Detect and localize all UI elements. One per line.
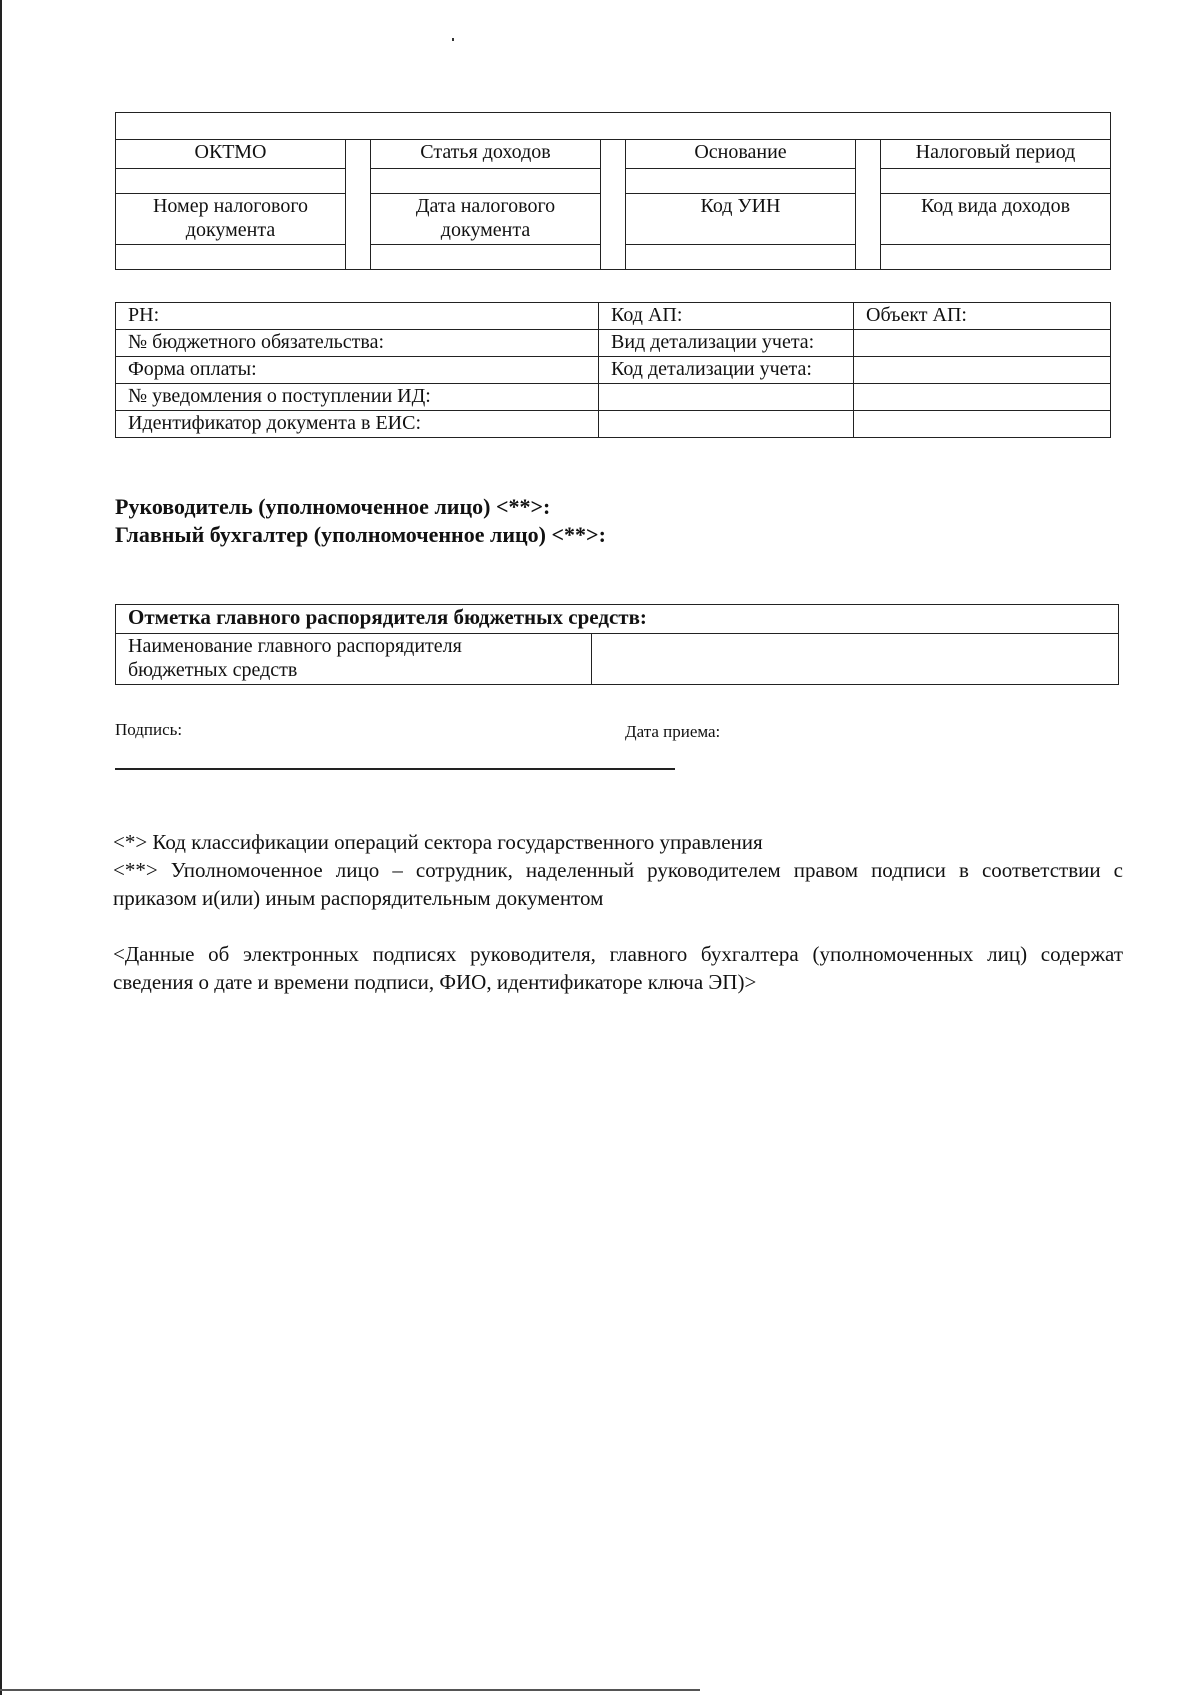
chief-accountant-signatory: Главный бухгалтер (уполномоченное лицо) <**>: bbox=[115, 522, 606, 547]
footnote-3: <Данные об электронных подписях руководителя, главного бухгалтера (уполномоченных лиц) содержат сведения о дате и времени подписи, ФИО, идентификаторе ключа ЭП)> bbox=[113, 942, 1123, 994]
scan-speck bbox=[452, 38, 454, 41]
footnote-1: <*> Код классификации операций сектора государственного управления bbox=[113, 830, 763, 854]
column-gap bbox=[601, 140, 626, 270]
manager-mark-title: Отметка главного распорядителя бюджетных средств: bbox=[116, 605, 1119, 634]
value-oktmo bbox=[116, 169, 346, 194]
value-uin-code bbox=[626, 245, 856, 270]
empty-cell bbox=[854, 384, 1111, 411]
manager-name-line2: бюджетных средств bbox=[128, 659, 298, 681]
header-income-type-code: Код вида доходов bbox=[881, 194, 1111, 245]
header-income-article: Статья доходов bbox=[371, 140, 601, 169]
page-edge-bottom bbox=[0, 1689, 700, 1691]
kod-ap-label: Код АП: bbox=[599, 303, 854, 330]
spacer bbox=[113, 912, 1123, 940]
column-gap bbox=[346, 140, 371, 270]
empty-cell bbox=[599, 384, 854, 411]
notice-number-label: № уведомления о поступлении ИД: bbox=[116, 384, 599, 411]
manager-mark-table bbox=[115, 604, 1119, 685]
value-income-type-code bbox=[881, 245, 1111, 270]
kod-detail-label: Код детализации учета: bbox=[599, 357, 854, 384]
acceptance-date-label: Дата приема: bbox=[625, 722, 721, 741]
header-basis: Основание bbox=[626, 140, 856, 169]
budget-obligation-label: № бюджетного обязательства: bbox=[116, 330, 599, 357]
empty-cell bbox=[599, 411, 854, 438]
head-signatory: Руководитель (уполномоченное лицо) <**>: bbox=[115, 494, 551, 519]
details-table bbox=[115, 302, 1111, 438]
footnotes bbox=[113, 828, 1123, 996]
value-tax-doc-number bbox=[116, 245, 346, 270]
header-tax-doc-number: Номер налогового документа bbox=[116, 194, 346, 245]
signature-label: Подпись: bbox=[115, 720, 183, 739]
page-edge bbox=[0, 0, 2, 1695]
signature-line bbox=[115, 768, 675, 770]
table-top-row bbox=[116, 113, 1111, 140]
manager-name-label bbox=[116, 634, 592, 685]
value-tax-period bbox=[881, 169, 1111, 194]
rn-label: РН: bbox=[116, 303, 599, 330]
value-basis bbox=[626, 169, 856, 194]
value-income-article bbox=[371, 169, 601, 194]
manager-name-line1: Наименование главного распорядителя bbox=[128, 635, 462, 657]
footnote-2: <**> Уполномоченное лицо – сотрудник, наделенный руководителем правом подписи в соответствии с приказом и(или) иным распорядительным документом bbox=[113, 858, 1123, 910]
empty-cell bbox=[854, 411, 1111, 438]
kod-detail-value bbox=[854, 357, 1111, 384]
header-oktmo: ОКТМО bbox=[116, 140, 346, 169]
header-tax-period: Налоговый период bbox=[881, 140, 1111, 169]
header-uin-code: Код УИН bbox=[626, 194, 856, 245]
vid-detail-value bbox=[854, 330, 1111, 357]
vid-detail-label: Вид детализации учета: bbox=[599, 330, 854, 357]
obekt-ap-label: Объект АП: bbox=[854, 303, 1111, 330]
eis-id-label: Идентификатор документа в ЕИС: bbox=[116, 411, 599, 438]
manager-name-value bbox=[592, 634, 1119, 685]
column-gap bbox=[856, 140, 881, 270]
payment-form-label: Форма оплаты: bbox=[116, 357, 599, 384]
header-tax-doc-date: Дата налогового документа bbox=[371, 194, 601, 245]
value-tax-doc-date bbox=[371, 245, 601, 270]
tax-info-table bbox=[115, 112, 1111, 270]
signatories-block bbox=[115, 493, 606, 549]
